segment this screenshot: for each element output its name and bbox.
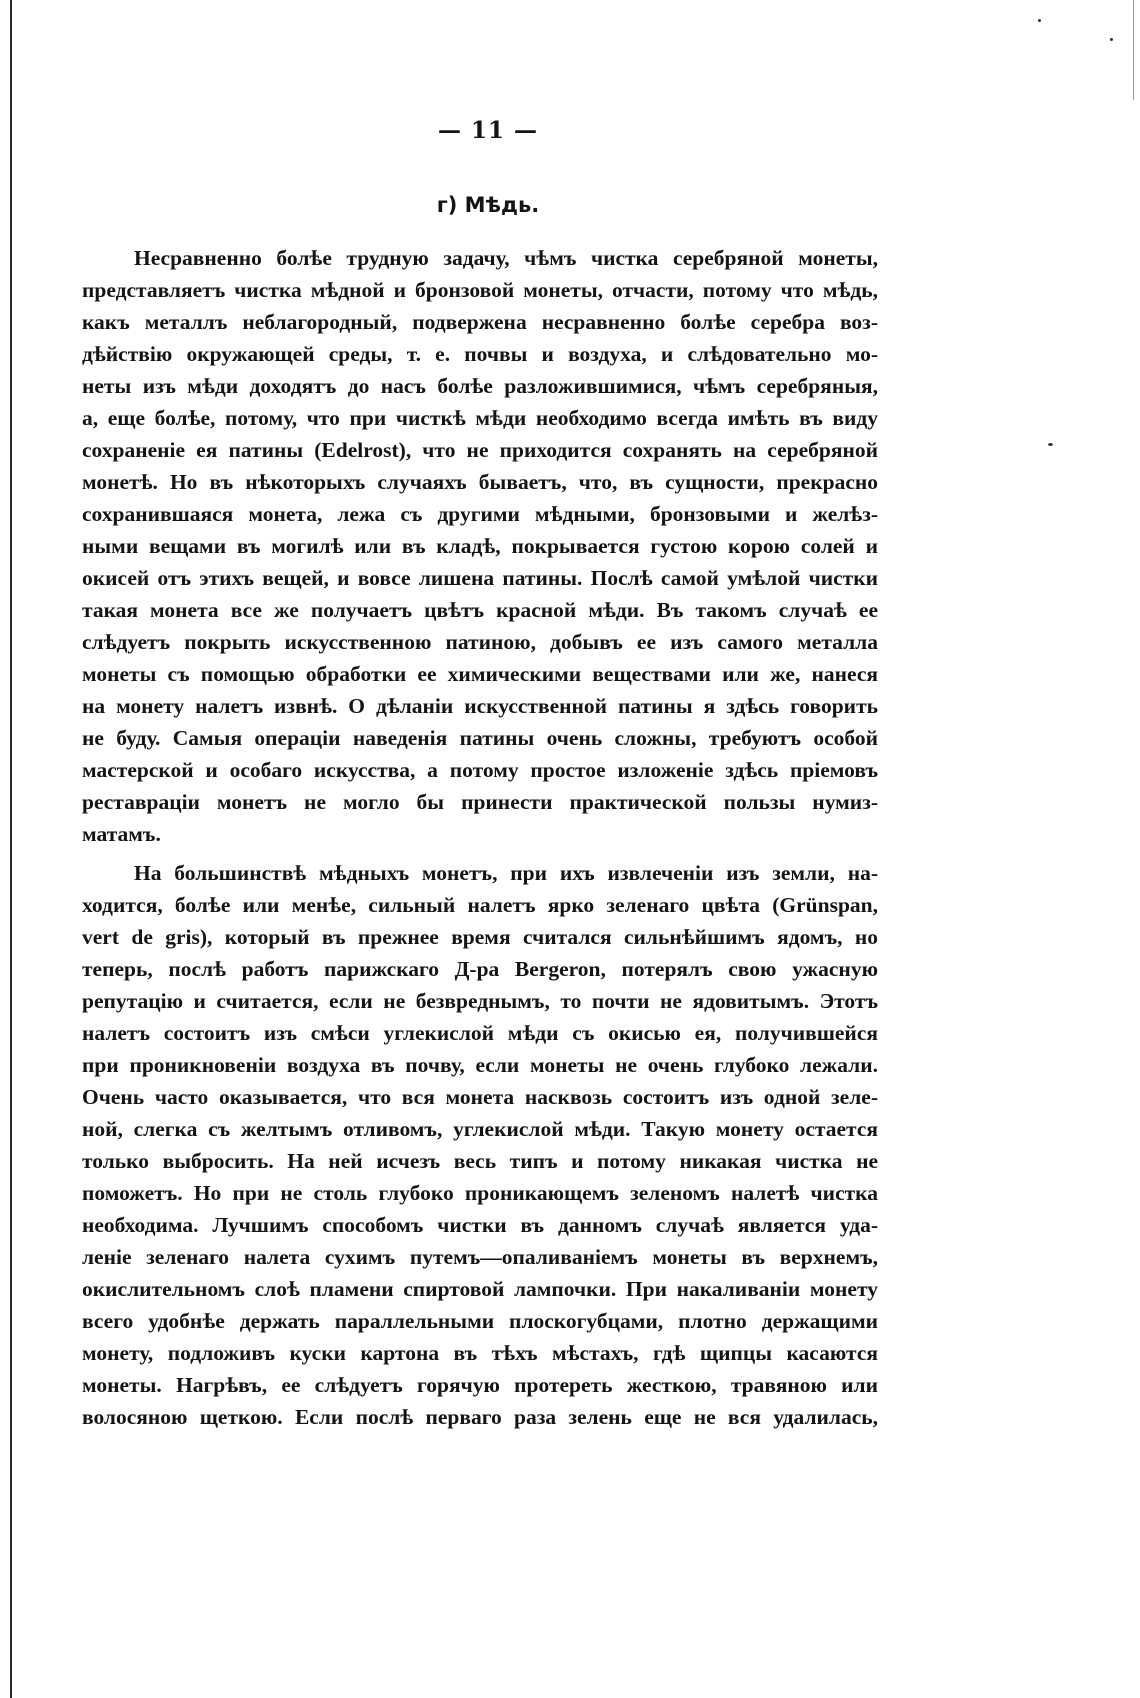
text-line: Очень часто оказывается, что вся монета насквозь состоитъ изъ одной зеле- <box>82 1085 878 1109</box>
paragraph-1 <box>82 242 878 850</box>
text-line: монеты съ помощью обработки ее химическими веществами или же, нанеся <box>82 662 878 686</box>
text-line: Несравненно болѣе трудную задачу, чѣмъ чистка серебряной монеты, <box>134 246 878 270</box>
page-left-edge <box>10 0 12 1698</box>
text-line: при проникновеніи воздуха въ почву, если монеты не очень глубоко лежали. <box>82 1053 878 1077</box>
text-line: монетѣ. Но въ нѣкоторыхъ случаяхъ бываетъ, что, въ сущности, прекрасно <box>82 470 878 494</box>
text-line: налетъ состоитъ изъ смѣси углекислой мѣди съ окисью ея, получившейся <box>82 1021 878 1045</box>
text-line: окисей отъ этихъ вещей, и вовсе лишена патины. Послѣ самой умѣлой чистки <box>82 566 878 590</box>
text-line: реставраціи монетъ не могло бы принести практической пользы нумиз- <box>82 790 878 814</box>
text-line: монету, подложивъ куски картона въ тѣхъ мѣстахъ, гдѣ щипцы касаются <box>82 1341 878 1365</box>
text-line: сохраненіе ея патины (Edelrost), что не приходится сохранять на серебряной <box>82 438 878 462</box>
text-line: окислительномъ слоѣ пламени спиртовой лампочки. При накаливаніи монету <box>82 1277 878 1301</box>
text-line: слѣдуетъ покрыть искусственною патиною, добывъ ее изъ самого металла <box>82 630 878 654</box>
text-line: ными вещами въ могилѣ или въ кладѣ, покрывается густою корою солей и <box>82 534 878 558</box>
section-heading: г) Мѣдь. <box>436 193 540 217</box>
text-line: представляетъ чистка мѣдной и бронзовой монеты, отчасти, потому что мѣдь, <box>82 278 878 302</box>
page-right-edge <box>1133 0 1134 100</box>
text-line: только выбросить. На ней исчезъ весь типъ и потому никакая чистка не <box>82 1149 878 1173</box>
text-line: а, еще болѣе, потому, что при чисткѣ мѣди необходимо всегда имѣть въ виду <box>82 406 878 430</box>
text-line: такая монета все же получаетъ цвѣтъ красной мѣди. Въ такомъ случаѣ ее <box>82 598 878 622</box>
scan-speck <box>1048 443 1053 446</box>
text-line: дѣйствію окружающей среды, т. е. почвы и воздуха, и слѣдовательно мо- <box>82 342 878 366</box>
text-line: На большинствѣ мѣдныхъ монетъ, при ихъ извлеченіи изъ земли, на- <box>134 861 878 885</box>
text-line: матамъ. <box>82 822 161 846</box>
text-line: vert de gris), который въ прежнее время считался сильнѣйшимъ ядомъ, но <box>82 925 878 949</box>
text-line: какъ металлъ неблагородный, подвержена несравненно болѣе серебра воз- <box>82 310 878 334</box>
text-line: поможетъ. Но при не столь глубоко проникающемъ зеленомъ налетѣ чистка <box>82 1181 878 1205</box>
text-line: ходится, болѣе или менѣе, сильный налетъ ярко зеленаго цвѣта (Grünspan, <box>82 893 878 917</box>
text-line: необходима. Лучшимъ способомъ чистки въ данномъ случаѣ является уда- <box>82 1213 878 1237</box>
text-line: волосяною щеткою. Если послѣ перваго раза зелень еще не вся удалилась, <box>82 1405 878 1429</box>
text-line: леніе зеленаго налета сухимъ путемъ—опаливаніемъ монеты въ верхнемъ, <box>82 1245 878 1269</box>
text-line: теперь, послѣ работъ парижскаго Д-ра Bergeron, потерялъ свою ужасную <box>82 957 878 981</box>
text-line: всего удобнѣе держать параллельными плоскогубцами, плотно держащими <box>82 1309 878 1333</box>
text-line: мастерской и особаго искусства, а потому простое изложеніе здѣсь пріемовъ <box>82 758 878 782</box>
text-line: неты изъ мѣди доходятъ до насъ болѣе разложившимися, чѣмъ серебряныя, <box>82 374 878 398</box>
text-line: на монету налетъ извнѣ. О дѣланіи искусственной патины я здѣсь говорить <box>82 694 878 718</box>
text-line: не буду. Самыя операціи наведенія патины очень сложны, требуютъ особой <box>82 726 878 750</box>
text-line: репутацію и считается, если не безвреднымъ, то почти не ядовитымъ. Этотъ <box>82 989 878 1013</box>
scan-speck <box>1038 19 1041 22</box>
text-line: сохранившаяся монета, лежа съ другими мѣдными, бронзовыми и желѣз- <box>82 502 878 526</box>
body-text <box>82 242 878 1440</box>
page-number: — 11 — <box>437 117 539 144</box>
paragraph-2 <box>82 857 878 1433</box>
text-line: ной, слегка съ желтымъ отливомъ, углекислой мѣди. Такую монету остается <box>82 1117 878 1141</box>
text-line: монеты. Нагрѣвъ, ее слѣдуетъ горячую протереть жесткою, травяною или <box>82 1373 878 1397</box>
scan-speck <box>1110 38 1113 41</box>
